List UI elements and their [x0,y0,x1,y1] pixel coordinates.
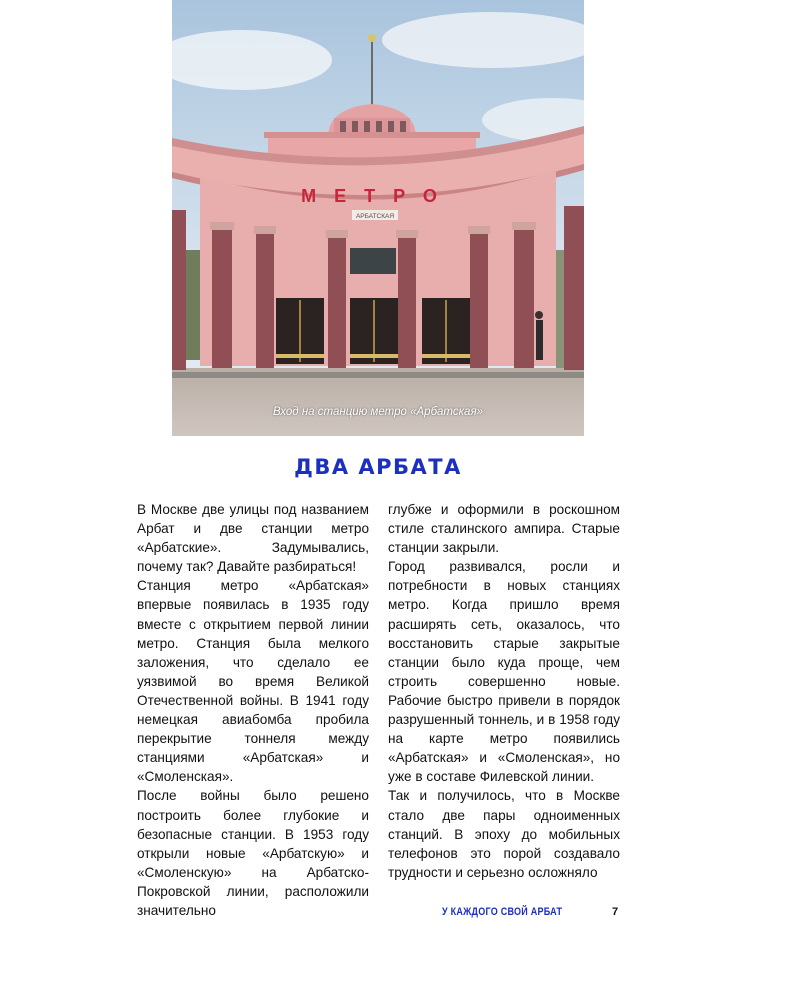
station-illustration [172,0,584,436]
page-footer [400,906,620,922]
running-title: У КАЖДОГО СВОЙ АРБАТ [442,906,563,918]
svg-text:АРБАТСКАЯ: АРБАТСКАЯ [355,213,395,220]
paragraph: После войны было решено построить более глубокие и безопасные станции. В 1953 году открыли новые «Арбатскую» и «Смоленскую» на Арбатско-Покровской линии, расположили значительно [137,788,369,918]
photo-caption: Вход на станцию метро «Арбатская» [273,406,483,418]
metro-sign [301,186,455,206]
text-column-right [388,500,620,882]
article-heading: ДВА АРБАТА [294,455,462,479]
page-number: 7 [612,906,619,918]
paragraph: глубже и оформили в роскошном стиле сталинского ампира. Старые станции закрыли. [388,502,620,556]
station-photo [172,0,584,436]
paragraph: В Москве две улицы под названием Арбат и две станции метро «Арбатские». Задумывались, почему так? Давайте разбираться! [137,502,369,575]
paragraph: Станция метро «Арбатская» впервые появилась в 1935 году вместе с открытием первой линии метро. Станция была мелкого заложения, что сделало ее уязвимой во время Великой Отечественной войны. В 1941 году немецкая авиабомба пробила перекрытие тоннеля между станциями «Арбатская» и «Смоленская». [137,578,369,785]
text-column-left [137,500,369,920]
paragraph: Город развивался, росли и потребности в новых станциях метро. Когда пришло время расширять сеть, оказалось, что восстановить старые закрытые станции было куда проще, чем строить совершенно новые. Рабочие быстро привели в порядок разрушенный тоннель, и в 1958 году на карте метро появились «Арбатская» и «Смоленская», но уже в составе Филевской линии. [388,559,620,785]
svg-text:МЕТРО: МЕТРО [301,186,455,206]
paragraph: Так и получилось, что в Москве стало две пары одноименных станций. В эпоху до мобильных телефонов это порой создавало трудности и серьезно осложняло [388,788,620,880]
